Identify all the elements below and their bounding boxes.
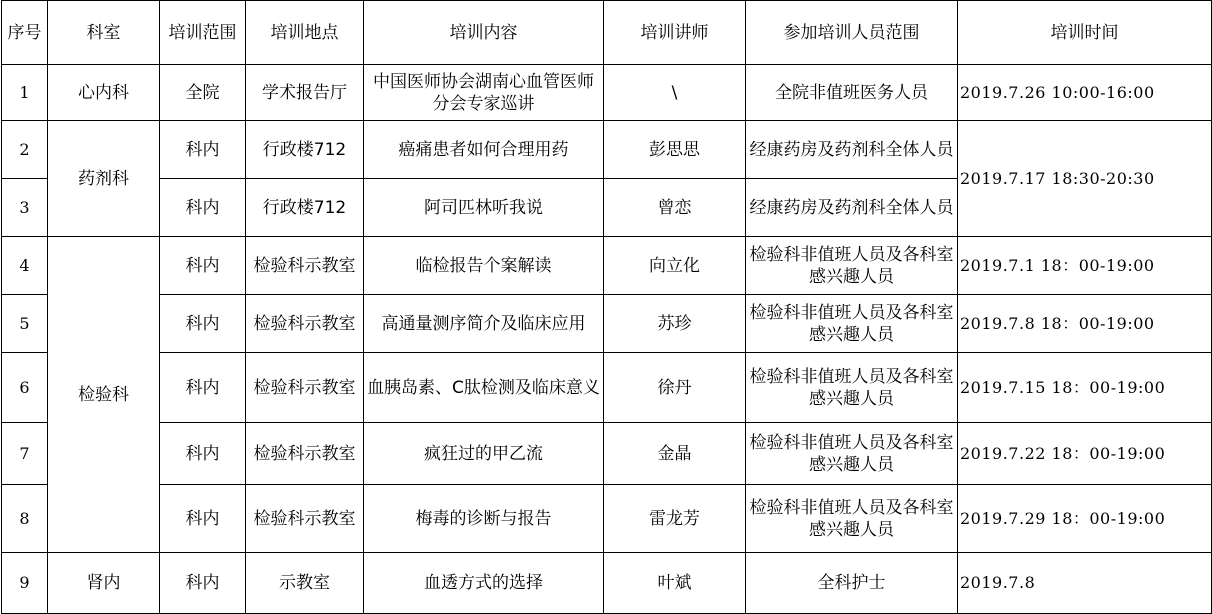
content-cell: 癌痛患者如何合理用药 xyxy=(364,121,604,179)
content-cell: 高通量测序简介及临床应用 xyxy=(364,295,604,353)
place-cell: 学术报告厅 xyxy=(246,65,364,121)
scope-cell: 科内 xyxy=(160,353,246,423)
table-row xyxy=(2,121,1212,179)
row-number: 3 xyxy=(2,179,48,237)
time-cell: 2019.7.1 18：00-19:00 xyxy=(958,237,1212,295)
lecturer-cell: \ xyxy=(604,65,746,121)
row-number: 4 xyxy=(2,237,48,295)
place-cell: 检验科示教室 xyxy=(246,353,364,423)
content-cell: 疯狂过的甲乙流 xyxy=(364,423,604,485)
scope-cell: 科内 xyxy=(160,295,246,353)
header-cell-time: 培训时间 xyxy=(958,1,1212,65)
place-cell: 示教室 xyxy=(246,553,364,614)
time-cell: 2019.7.15 18：00-19:00 xyxy=(958,353,1212,423)
place-cell: 行政楼712 xyxy=(246,121,364,179)
row-number: 1 xyxy=(2,65,48,121)
scope-cell: 科内 xyxy=(160,237,246,295)
header-cell-no: 序号 xyxy=(2,1,48,65)
time-cell: 2019.7.26 10:00-16:00 xyxy=(958,65,1212,121)
scope-cell: 科内 xyxy=(160,179,246,237)
scope-cell: 科内 xyxy=(160,121,246,179)
place-cell: 行政楼712 xyxy=(246,179,364,237)
lecturer-cell: 徐丹 xyxy=(604,353,746,423)
scope-cell: 全院 xyxy=(160,65,246,121)
table-row xyxy=(2,423,1212,485)
header-cell-audience: 参加培训人员范围 xyxy=(746,1,958,65)
table-row xyxy=(2,553,1212,614)
header-cell-dept: 科室 xyxy=(48,1,160,65)
header-cell-lecturer: 培训讲师 xyxy=(604,1,746,65)
row-number: 5 xyxy=(2,295,48,353)
place-cell: 检验科示教室 xyxy=(246,237,364,295)
audience-cell: 经康药房及药剂科全体人员 xyxy=(746,179,958,237)
dept-cell: 肾内 xyxy=(48,553,160,614)
scope-cell: 科内 xyxy=(160,485,246,553)
header-cell-scope: 培训范围 xyxy=(160,1,246,65)
time-cell: 2019.7.22 18：00-19:00 xyxy=(958,423,1212,485)
lecturer-cell: 向立化 xyxy=(604,237,746,295)
row-number: 8 xyxy=(2,485,48,553)
audience-cell: 检验科非值班人员及各科室感兴趣人员 xyxy=(746,295,958,353)
audience-cell: 全科护士 xyxy=(746,553,958,614)
row-number: 6 xyxy=(2,353,48,423)
lecturer-cell: 金晶 xyxy=(604,423,746,485)
lecturer-cell: 雷龙芳 xyxy=(604,485,746,553)
audience-cell: 检验科非值班人员及各科室感兴趣人员 xyxy=(746,353,958,423)
lecturer-cell: 叶斌 xyxy=(604,553,746,614)
table-row xyxy=(2,485,1212,553)
training-schedule-table xyxy=(1,0,1212,614)
table-row xyxy=(2,295,1212,353)
audience-cell: 全院非值班医务人员 xyxy=(746,65,958,121)
audience-cell: 检验科非值班人员及各科室感兴趣人员 xyxy=(746,423,958,485)
header-cell-place: 培训地点 xyxy=(246,1,364,65)
place-cell: 检验科示教室 xyxy=(246,423,364,485)
audience-cell: 检验科非值班人员及各科室感兴趣人员 xyxy=(746,485,958,553)
time-cell: 2019.7.17 18:30-20:30 xyxy=(958,121,1212,237)
row-number: 7 xyxy=(2,423,48,485)
time-cell: 2019.7.8 xyxy=(958,553,1212,614)
row-number: 9 xyxy=(2,553,48,614)
table-row xyxy=(2,237,1212,295)
header-cell-content: 培训内容 xyxy=(364,1,604,65)
time-cell: 2019.7.8 18：00-19:00 xyxy=(958,295,1212,353)
scope-cell: 科内 xyxy=(160,553,246,614)
content-cell: 临检报告个案解读 xyxy=(364,237,604,295)
header-row xyxy=(2,1,1212,65)
place-cell: 检验科示教室 xyxy=(246,485,364,553)
lecturer-cell: 曾恋 xyxy=(604,179,746,237)
place-cell: 检验科示教室 xyxy=(246,295,364,353)
dept-cell: 药剂科 xyxy=(48,121,160,237)
dept-cell: 检验科 xyxy=(48,237,160,553)
table-row xyxy=(2,65,1212,121)
table-row xyxy=(2,353,1212,423)
audience-cell: 经康药房及药剂科全体人员 xyxy=(746,121,958,179)
content-cell: 血透方式的选择 xyxy=(364,553,604,614)
dept-cell: 心内科 xyxy=(48,65,160,121)
audience-cell: 检验科非值班人员及各科室感兴趣人员 xyxy=(746,237,958,295)
lecturer-cell: 苏珍 xyxy=(604,295,746,353)
scope-cell: 科内 xyxy=(160,423,246,485)
content-cell: 血胰岛素、C肽检测及临床意义 xyxy=(364,353,604,423)
lecturer-cell: 彭思思 xyxy=(604,121,746,179)
content-cell: 阿司匹林听我说 xyxy=(364,179,604,237)
row-number: 2 xyxy=(2,121,48,179)
content-cell: 中国医师协会湖南心血管医师分会专家巡讲 xyxy=(364,65,604,121)
time-cell: 2019.7.29 18：00-19:00 xyxy=(958,485,1212,553)
content-cell: 梅毒的诊断与报告 xyxy=(364,485,604,553)
